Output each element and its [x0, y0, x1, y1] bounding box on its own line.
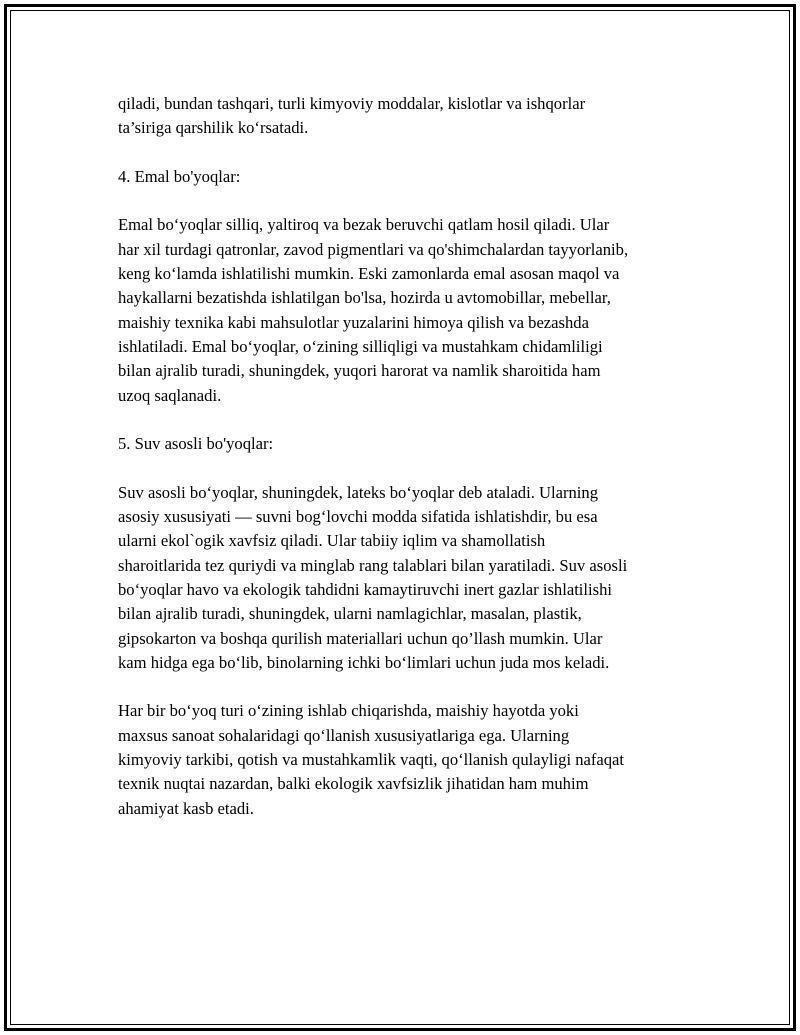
text-line: kam hidga ega bo‘lib, binolarning ichki bo‘limlari uchun juda mos keladi. [118, 652, 610, 672]
text-line: gipsokarton va boshqa qurilish materiallari uchun qo’llash mumkin. Ular [118, 628, 603, 648]
text-line: bo‘yoqlar havo va ekologik tahdidni kamaytiruvchi inert gazlar ishlatilishi [118, 579, 612, 599]
text-line: ularni ekol`ogik xavfsiz qiladi. Ular tabiiy iqlim va shamollatish [118, 531, 546, 551]
text-line: ta’siriga qarshilik ko‘rsatadi. [118, 118, 309, 138]
text-line: kimyoviy tarkibi, qotish va mustahkamlik vaqti, qo‘llanish qulayligi nafaqat [118, 750, 625, 770]
text-line: bilan ajralib turadi, shuningdek, ularni namlagichlar, masalan, plastik, [118, 604, 582, 624]
paragraph-emal [118, 213, 698, 407]
text-line: uzoq saqlanadi. [118, 385, 222, 405]
text-line: maxsus sanoat sohalaridagi qo‘llanish xususiyatlariga ega. Ularning [118, 725, 570, 745]
text-line: sharoitlarida tez quriydi va minglab rang talablari bilan yaratiladi. Suv asosli [118, 555, 628, 575]
text-line: Emal bo‘yoqlar silliq, yaltiroq va bezak beruvchi qatlam hosil qiladi. Ular [118, 215, 610, 235]
paragraph-conclusion [118, 699, 698, 820]
section-heading-emal [118, 165, 698, 189]
text-line: har xil turdagi qatronlar, zavod pigmentlari va qo'shimchalardan tayyorlanib, [118, 239, 629, 259]
text-line: texnik nuqtai nazardan, balki ekologik xavfsizlik jihatidan ham muhim [118, 774, 589, 794]
text-line: keng ko‘lamda ishlatilishi mumkin. Eski zamonlarda emal asosan maqol va [118, 264, 620, 284]
text-line: maishiy texnika kabi mahsulotlar yuzalarini himoya qilish va bezashda [118, 312, 589, 332]
text-line: qiladi, bundan tashqari, turli kimyoviy moddalar, kislotlar va ishqorlar [118, 94, 586, 113]
text-line: Suv asosli bo‘yoqlar, shuningdek, lateks bo‘yoqlar deb ataladi. Ularning [118, 482, 598, 502]
text-line: asosiy xususiyati — suvni bog‘lovchi modda sifatida ishlatishdir, bu esa [118, 507, 598, 527]
text-line: bilan ajralib turadi, shuningdek, yuqori harorat va namlik sharoitida ham [118, 361, 601, 381]
text-line: ishlatiladi. Emal bo‘yoqlar, o‘zining silliqligi va mustahkam chidamliligi [118, 336, 603, 356]
text-line: haykallarni bezatishda ishlatilgan bo'lsa, hozirda u avtomobillar, mebellar, [118, 288, 611, 308]
document-body [118, 92, 698, 845]
paragraph-continuation [118, 92, 698, 141]
heading-text: 4. Emal bo'yoqlar: [118, 166, 241, 186]
text-line: Har bir bo‘yoq turi o‘zining ishlab chiqarishda, maishiy hayotda yoki [118, 701, 579, 721]
paragraph-suv-asosli [118, 481, 698, 675]
heading-text: 5. Suv asosli bo'yoqlar: [118, 434, 274, 454]
text-line: ahamiyat kasb etadi. [118, 798, 254, 818]
section-heading-suv-asosli [118, 432, 698, 456]
